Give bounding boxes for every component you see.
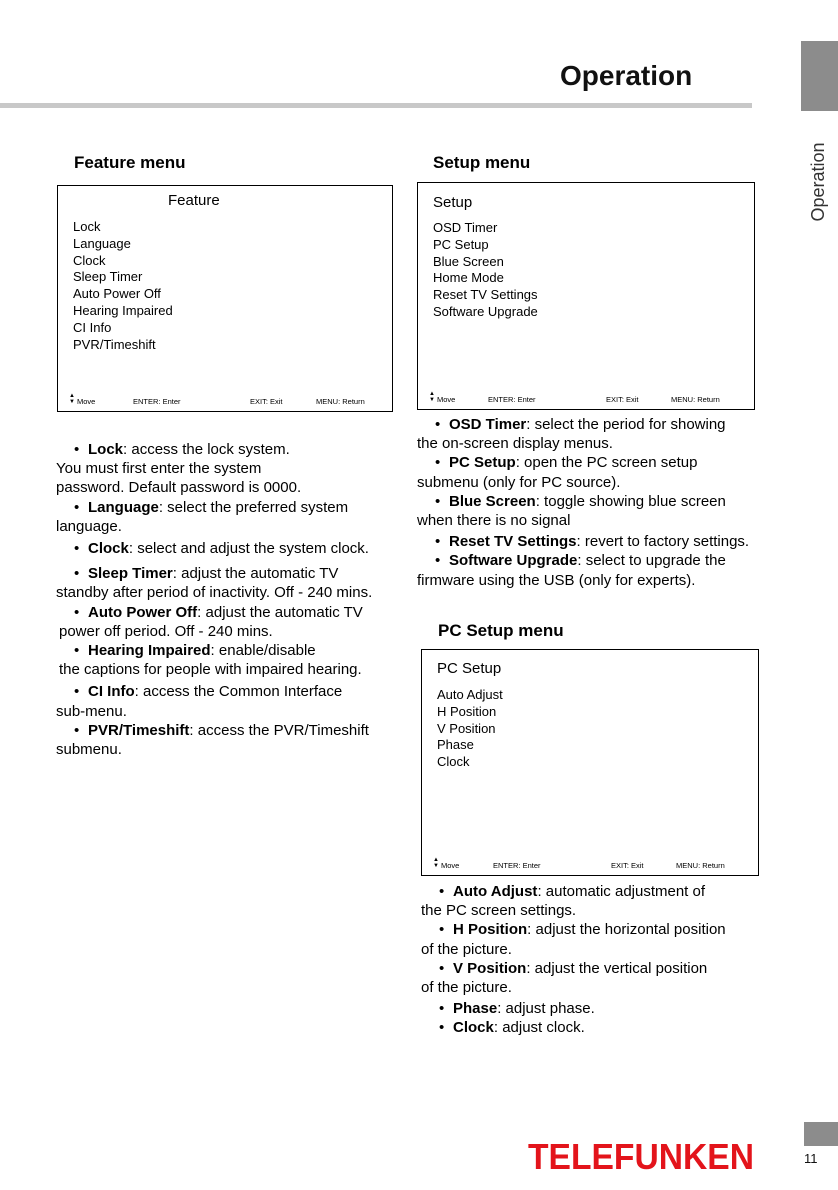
- desc-auto-power-off: • Auto Power Off: adjust the automatic TV: [74, 603, 363, 621]
- hint-enter: ENTER: Enter: [493, 861, 541, 870]
- bullet-icon: •: [74, 441, 80, 458]
- menu-hint-bar: [422, 855, 758, 875]
- bullet-icon: •: [74, 642, 80, 660]
- setup-section-title: Setup menu: [433, 153, 531, 172]
- feature-section-title: Feature menu: [74, 153, 186, 172]
- hint-enter: ENTER: Enter: [488, 395, 536, 404]
- setup-menu-title: Setup: [433, 194, 473, 211]
- bullet-icon: •: [439, 883, 445, 900]
- feature-descriptions: • Lock: access the lock system. You must first enter the system password. Default password is 0000. • Language: select the preferred system language. • Clock: select and adjust the system clock. • Sleep Timer: adjust the automatic TV standby after period of inactivity. Off - 240 mins. • Auto Power Off: adjust the automatic TV power off period. Off - 240 mins. • Hearing Impaired: enable/disable the captions for people with impaired hearing. • CI Info: access the Common Interface sub-menu. • PVR/Timeshift: access the PVR/Timeshift submenu.: [56, 440, 406, 759]
- hint-return: MENU: Return: [316, 397, 365, 406]
- bullet-icon: •: [439, 1000, 445, 1018]
- bullet-icon: •: [74, 565, 80, 583]
- menu-item-sleep-timer[interactable]: Sleep Timer: [73, 269, 143, 285]
- bullet-icon: •: [439, 921, 445, 939]
- menu-item-auto-power-off[interactable]: Auto Power Off: [73, 286, 161, 302]
- up-down-arrow-icon: ▲ ▼: [429, 391, 435, 403]
- menu-item-reset-tv-settings[interactable]: Reset TV Settings: [433, 287, 538, 303]
- desc-phase: • Phase: adjust phase.: [439, 1000, 595, 1018]
- hint-move: Move: [441, 861, 460, 870]
- pcsetup-descriptions: • Auto Adjust: automatic adjustment of the PC screen settings. • H Position: adjust the horizontal position of the picture. • V Position: adjust the vertical position of the picture. • Phase: adjust phase. • Clock: adjust clock.: [421, 882, 781, 1038]
- hint-move: Move: [437, 395, 456, 404]
- setup-menu-list: [433, 220, 538, 321]
- desc-osd-timer: • OSD Timer: select the period for showing: [435, 416, 726, 433]
- bullet-icon: •: [439, 1019, 445, 1037]
- desc-pvr-timeshift: • PVR/Timeshift: access the PVR/Timeshift: [74, 721, 369, 739]
- bullet-icon: •: [74, 683, 80, 701]
- menu-hint-bar: [58, 391, 392, 411]
- menu-item-osd-timer[interactable]: OSD Timer: [433, 220, 498, 235]
- desc-hearing-impaired: • Hearing Impaired: enable/disable: [74, 642, 316, 660]
- desc-auto-adjust: • Auto Adjust: automatic adjustment of: [439, 883, 706, 900]
- side-tab-marker: [801, 41, 838, 111]
- desc-pc-setup: • PC Setup: open the PC screen setup: [435, 454, 698, 472]
- feature-menu-screen: [57, 185, 393, 412]
- desc-lock: • Lock: access the lock system.: [74, 441, 290, 458]
- bullet-icon: •: [435, 533, 441, 551]
- menu-item-v-position[interactable]: V Position: [437, 720, 496, 736]
- menu-item-lock[interactable]: Lock: [73, 219, 101, 234]
- menu-hint-bar: [418, 389, 754, 409]
- menu-item-ci-info[interactable]: CI Info: [73, 319, 112, 335]
- bullet-icon: •: [435, 454, 441, 472]
- hint-return: MENU: Return: [671, 395, 720, 404]
- brand-logo: [528, 1135, 756, 1175]
- up-down-arrow-icon: ▲ ▼: [433, 857, 439, 869]
- hint-move: Move: [77, 397, 96, 406]
- feature-menu-title: Feature: [168, 192, 220, 209]
- menu-item-home-mode[interactable]: Home Mode: [433, 270, 504, 286]
- hint-return: MENU: Return: [676, 861, 725, 870]
- hint-exit: EXIT: Exit: [611, 861, 644, 870]
- bullet-icon: •: [74, 603, 80, 621]
- desc-reset-tv-settings: • Reset TV Settings: revert to factory settings.: [435, 533, 750, 551]
- header-divider: [0, 103, 752, 108]
- menu-item-auto-adjust[interactable]: Auto Adjust: [437, 687, 503, 702]
- menu-item-phase[interactable]: Phase: [437, 737, 474, 753]
- bullet-icon: •: [74, 498, 80, 516]
- bullet-icon: •: [435, 552, 441, 570]
- desc-blue-screen: • Blue Screen: toggle showing blue screen: [435, 492, 726, 510]
- pcsetup-menu-screen: [421, 649, 759, 876]
- page-number: 11: [804, 1151, 818, 1166]
- desc-language: • Language: select the preferred system: [74, 498, 349, 516]
- page-tab-marker: [804, 1122, 838, 1146]
- pcsetup-menu-title: PC Setup: [437, 660, 502, 677]
- menu-item-language[interactable]: Language: [73, 235, 131, 251]
- menu-item-h-position[interactable]: H Position: [437, 703, 497, 719]
- hint-exit: EXIT: Exit: [250, 397, 283, 406]
- pcsetup-section-title: PC Setup menu: [438, 621, 564, 640]
- desc-v-position: • V Position: adjust the vertical position: [439, 959, 708, 977]
- page-title: Operation: [560, 60, 693, 91]
- setup-menu-screen: [417, 182, 755, 410]
- desc-software-upgrade: • Software Upgrade: select to upgrade the: [435, 552, 726, 570]
- desc-clock-pc: • Clock: adjust clock.: [439, 1019, 585, 1037]
- pcsetup-menu-list: [437, 687, 503, 771]
- setup-descriptions: • OSD Timer: select the period for showing the on-screen display menus. • PC Setup: open the PC screen setup submenu (only for PC source). • Blue Screen: toggle showing blue screen when there is no signal • Reset TV Settings: revert to factory settings. • Software Upgrade: select to upgrade the firmware using the USB (only for experts).: [417, 415, 777, 590]
- bullet-icon: •: [435, 492, 441, 510]
- desc-sleep-timer: • Sleep Timer: adjust the automatic TV: [74, 565, 339, 583]
- desc-clock: • Clock: select and adjust the system clock.: [74, 540, 369, 558]
- menu-item-pvr-timeshift[interactable]: PVR/Timeshift: [73, 336, 156, 352]
- up-down-arrow-icon: ▲ ▼: [69, 393, 75, 405]
- menu-item-pc-setup[interactable]: PC Setup: [433, 236, 489, 252]
- bullet-icon: •: [439, 959, 445, 977]
- menu-item-clock[interactable]: Clock: [73, 252, 106, 268]
- desc-h-position: • H Position: adjust the horizontal position: [439, 921, 726, 939]
- menu-item-clock[interactable]: Clock: [437, 754, 470, 770]
- bullet-icon: •: [74, 721, 80, 739]
- bullet-icon: •: [74, 540, 80, 558]
- side-tab-label: Operation: [808, 142, 828, 222]
- hint-exit: EXIT: Exit: [606, 395, 639, 404]
- menu-item-blue-screen[interactable]: Blue Screen: [433, 253, 504, 269]
- brand-logo-text: TELEFUNKEN: [528, 1136, 754, 1175]
- menu-item-software-upgrade[interactable]: Software Upgrade: [433, 303, 538, 319]
- desc-ci-info: • CI Info: access the Common Interface: [74, 683, 343, 701]
- feature-menu-list: [73, 219, 173, 353]
- hint-enter: ENTER: Enter: [133, 397, 181, 406]
- bullet-icon: •: [435, 416, 441, 433]
- menu-item-hearing-impaired[interactable]: Hearing Impaired: [73, 302, 173, 318]
